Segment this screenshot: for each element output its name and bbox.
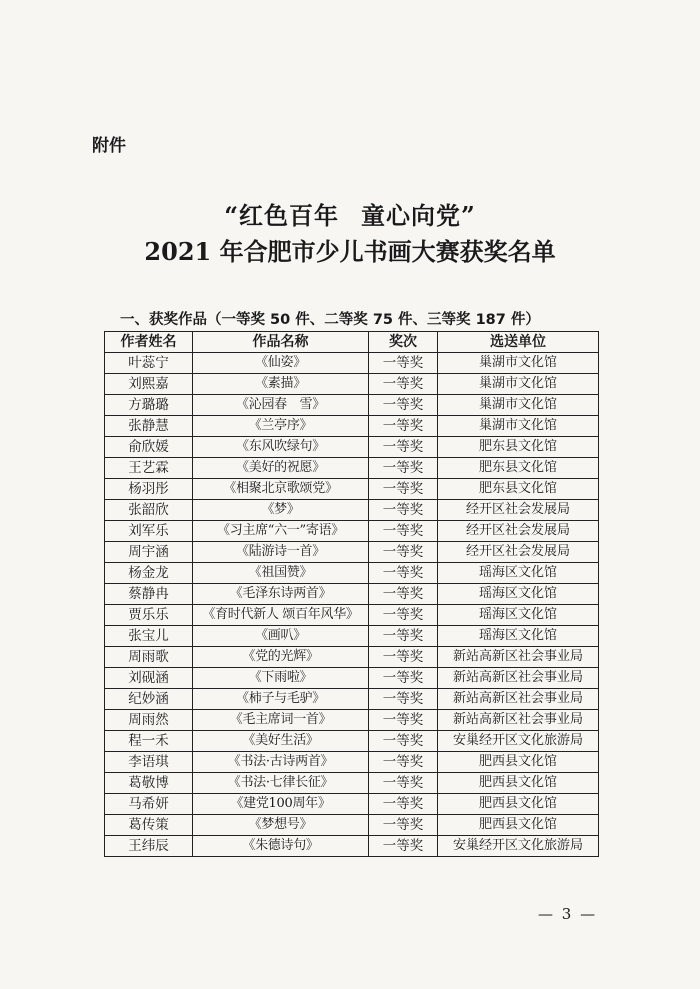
table-row (105, 458, 599, 479)
table-row (105, 689, 599, 710)
submitting-unit: 经开区社会发展局 (438, 542, 599, 563)
work-title: 《毛泽东诗两首》 (193, 584, 369, 605)
work-title: 《美好生活》 (193, 731, 369, 752)
submitting-unit: 新站高新区社会事业局 (438, 668, 599, 689)
table-row (105, 647, 599, 668)
table-row (105, 752, 599, 773)
awards-table (104, 331, 599, 857)
author-name: 杨金龙 (105, 563, 193, 584)
submitting-unit: 巢湖市文化馆 (438, 395, 599, 416)
award-level: 一等奖 (369, 542, 438, 563)
header-work: 作品名称 (193, 332, 369, 353)
author-name: 葛敬博 (105, 773, 193, 794)
submitting-unit: 肥东县文化馆 (438, 437, 599, 458)
section-heading: 一、获奖作品（一等奖 50 件、二等奖 75 件、三等奖 187 件） (120, 312, 540, 328)
author-name: 贾乐乐 (105, 605, 193, 626)
author-name: 方璐璐 (105, 395, 193, 416)
award-level: 一等奖 (369, 752, 438, 773)
table-row (105, 437, 599, 458)
award-level: 一等奖 (369, 416, 438, 437)
work-title: 《育时代新人 颂百年风华》 (193, 605, 369, 626)
award-level: 一等奖 (369, 710, 438, 731)
submitting-unit: 新站高新区社会事业局 (438, 689, 599, 710)
table-row (105, 479, 599, 500)
table-row (105, 416, 599, 437)
title-line-2: 2021 年合肥市少儿书画大赛获奖名单 (144, 237, 556, 266)
work-title: 《画叭》 (193, 626, 369, 647)
author-name: 刘砚涵 (105, 668, 193, 689)
award-level: 一等奖 (369, 500, 438, 521)
submitting-unit: 经开区社会发展局 (438, 500, 599, 521)
award-level: 一等奖 (369, 773, 438, 794)
submitting-unit: 肥东县文化馆 (438, 458, 599, 479)
award-level: 一等奖 (369, 647, 438, 668)
submitting-unit: 瑶海区文化馆 (438, 626, 599, 647)
submitting-unit: 肥西县文化馆 (438, 752, 599, 773)
work-title: 《习主席“六一”寄语》 (193, 521, 369, 542)
award-level: 一等奖 (369, 395, 438, 416)
author-name: 纪妙涵 (105, 689, 193, 710)
submitting-unit: 肥西县文化馆 (438, 773, 599, 794)
table-row (105, 815, 599, 836)
submitting-unit: 肥东县文化馆 (438, 479, 599, 500)
work-title: 《书法·七律长征》 (193, 773, 369, 794)
submitting-unit: 巢湖市文化馆 (438, 374, 599, 395)
award-level: 一等奖 (369, 458, 438, 479)
author-name: 周宇涵 (105, 542, 193, 563)
table-row (105, 353, 599, 374)
author-name: 刘军乐 (105, 521, 193, 542)
attachment-label: 附件 (92, 136, 126, 156)
award-level: 一等奖 (369, 584, 438, 605)
award-level: 一等奖 (369, 689, 438, 710)
header-unit: 选送单位 (438, 332, 599, 353)
work-title: 《朱德诗句》 (193, 836, 369, 857)
table-row (105, 395, 599, 416)
award-level: 一等奖 (369, 731, 438, 752)
submitting-unit: 瑶海区文化馆 (438, 605, 599, 626)
author-name: 叶蕊宁 (105, 353, 193, 374)
author-name: 张静慧 (105, 416, 193, 437)
work-title: 《毛主席词一首》 (193, 710, 369, 731)
submitting-unit: 安巢经开区文化旅游局 (438, 731, 599, 752)
award-level: 一等奖 (369, 836, 438, 857)
table-row (105, 836, 599, 857)
author-name: 张韶欣 (105, 500, 193, 521)
submitting-unit: 新站高新区社会事业局 (438, 647, 599, 668)
table-row (105, 374, 599, 395)
table-row (105, 773, 599, 794)
table-row (105, 605, 599, 626)
work-title: 《书法·古诗两首》 (193, 752, 369, 773)
work-title: 《美好的祝愿》 (193, 458, 369, 479)
author-name: 程一禾 (105, 731, 193, 752)
header-author: 作者姓名 (105, 332, 193, 353)
work-title: 《仙姿》 (193, 353, 369, 374)
table-header-row (105, 332, 599, 353)
author-name: 张宝儿 (105, 626, 193, 647)
title-line-1 (0, 196, 700, 231)
work-title: 《下雨啦》 (193, 668, 369, 689)
author-name: 王纬辰 (105, 836, 193, 857)
work-title: 《柿子与毛驴》 (193, 689, 369, 710)
award-level: 一等奖 (369, 626, 438, 647)
submitting-unit: 瑶海区文化馆 (438, 584, 599, 605)
work-title: 《梦》 (193, 500, 369, 521)
author-name: 周雨然 (105, 710, 193, 731)
work-title: 《东风吹绿句》 (193, 437, 369, 458)
author-name: 王艺霖 (105, 458, 193, 479)
award-level: 一等奖 (369, 374, 438, 395)
author-name: 蔡静冉 (105, 584, 193, 605)
table-row (105, 500, 599, 521)
award-level: 一等奖 (369, 353, 438, 374)
work-title: 《党的光辉》 (193, 647, 369, 668)
table-row (105, 563, 599, 584)
table-row (105, 710, 599, 731)
table-row (105, 731, 599, 752)
award-level: 一等奖 (369, 605, 438, 626)
submitting-unit: 安巢经开区文化旅游局 (438, 836, 599, 857)
author-name: 葛传策 (105, 815, 193, 836)
submitting-unit: 肥西县文化馆 (438, 815, 599, 836)
award-level: 一等奖 (369, 815, 438, 836)
work-title: 《建党100周年》 (193, 794, 369, 815)
work-title: 《素描》 (193, 374, 369, 395)
submitting-unit: 经开区社会发展局 (438, 521, 599, 542)
work-title: 《梦想号》 (193, 815, 369, 836)
table-row (105, 542, 599, 563)
work-title: 《祖国赞》 (193, 563, 369, 584)
table-row (105, 794, 599, 815)
author-name: 俞欣媛 (105, 437, 193, 458)
table-row (105, 584, 599, 605)
author-name: 李语琪 (105, 752, 193, 773)
work-title: 《沁园春 雪》 (193, 395, 369, 416)
award-level: 一等奖 (369, 563, 438, 584)
header-award: 奖次 (369, 332, 438, 353)
award-level: 一等奖 (369, 521, 438, 542)
award-level: 一等奖 (369, 794, 438, 815)
table-row (105, 521, 599, 542)
work-title: 《兰亭序》 (193, 416, 369, 437)
work-title: 《陆游诗一首》 (193, 542, 369, 563)
page-number: — 3 — (538, 905, 598, 923)
author-name: 马希妍 (105, 794, 193, 815)
work-title: 《相聚北京歌颂党》 (193, 479, 369, 500)
award-level: 一等奖 (369, 668, 438, 689)
table-row (105, 668, 599, 689)
submitting-unit: 瑶海区文化馆 (438, 563, 599, 584)
submitting-unit: 巢湖市文化馆 (438, 416, 599, 437)
award-level: 一等奖 (369, 479, 438, 500)
author-name: 杨羽彤 (105, 479, 193, 500)
submitting-unit: 巢湖市文化馆 (438, 353, 599, 374)
title-line-1-right: 童心向党” (361, 201, 476, 230)
table-body (105, 353, 599, 857)
author-name: 周雨歌 (105, 647, 193, 668)
author-name: 刘熙嘉 (105, 374, 193, 395)
submitting-unit: 新站高新区社会事业局 (438, 710, 599, 731)
title-line-1-left: “红色百年 (224, 201, 339, 230)
table-row (105, 626, 599, 647)
award-level: 一等奖 (369, 437, 438, 458)
submitting-unit: 肥西县文化馆 (438, 794, 599, 815)
